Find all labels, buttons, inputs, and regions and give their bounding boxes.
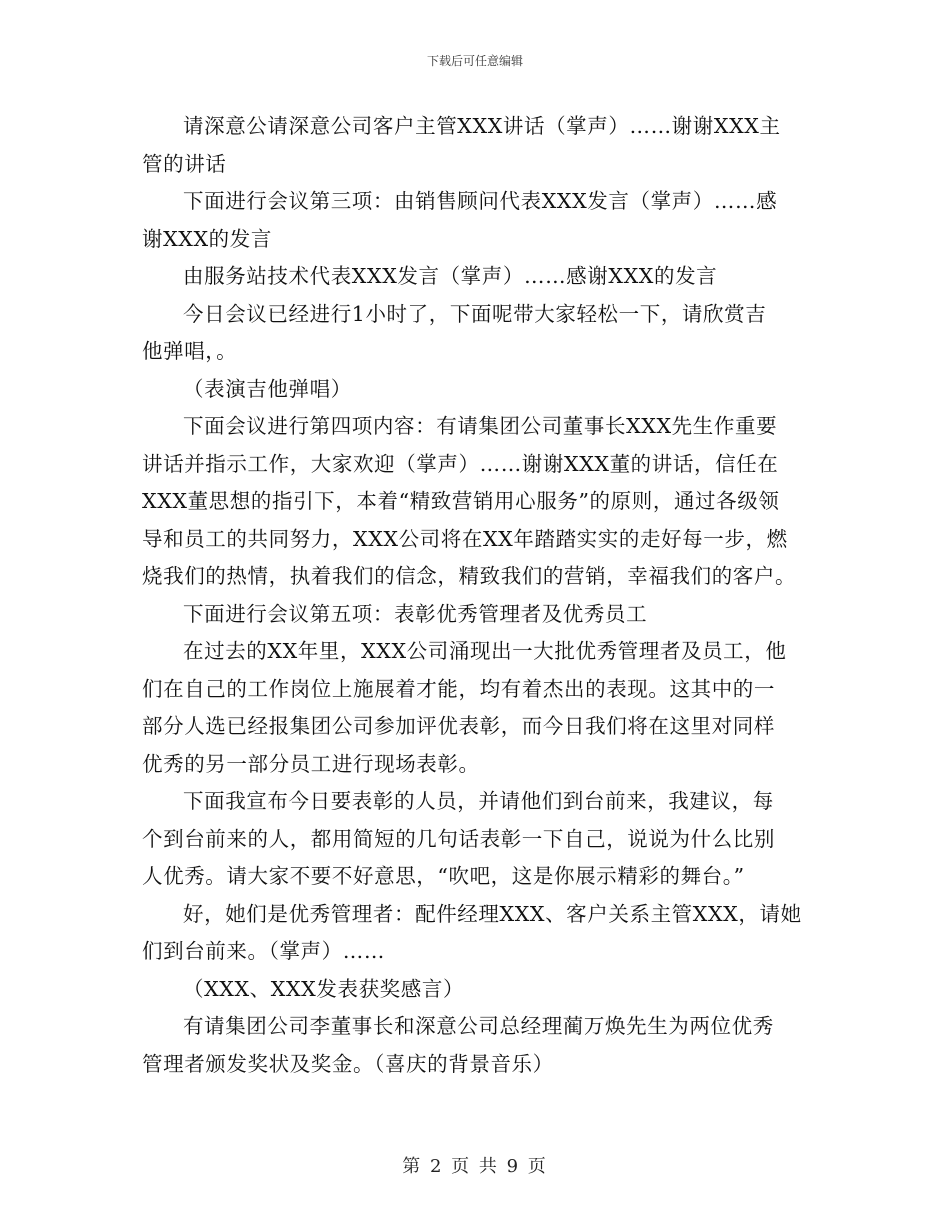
- paragraph: 下面会议进行第四项内容：有请集团公司董事长XXX先生作重要 讲话并指示工作，大家欢迎（掌声）……谢谢XXX董的讲话，信任在 XXX董思想的指引下，本着“精致营销用心服务”的原则，通过各级领 导和员工的共同努力，XXX公司将在XX年踏踏实实的走好每一步，燃 烧我们的热情，执着我们的信念，精致我们的营销，幸福我们的客户。: [142, 414, 797, 588]
- paragraph: 好，她们是优秀管理者：配件经理XXX、客户关系主管XXX，请她 们到台前来。（掌声）……: [142, 901, 802, 963]
- paragraph: 在过去的XX年里，XXX公司涌现出一大批优秀管理者及员工，他 们在自己的工作岗位上施展着才能，均有着杰出的表现。这其中的一 部分人选已经报集团公司参加评优表彰，而今日我们将在这里对同样 优秀的另一部分员工进行现场表彰。: [142, 639, 787, 776]
- paragraph: 下面我宣布今日要表彰的人员，并请他们到台前来，我建议，每 个到台前来的人，都用简短的几句话表彰一下自己，说说为什么比别 人优秀。请大家不要不好意思，“吹吧，这是你展示精彩的舞台。”: [142, 789, 775, 888]
- paragraph: 今日会议已经进行1小时了，下面呢带大家轻松一下，请欣赏吉 他弹唱，。: [142, 301, 767, 363]
- document-body: [142, 108, 808, 1083]
- paragraph: 由服务站技术代表XXX发言（掌声）……感谢XXX的发言: [183, 264, 718, 288]
- page-number-footer: 第 2 页 共 9 页: [402, 1156, 548, 1177]
- paragraph: 下面进行会议第五项：表彰优秀管理者及优秀员工: [183, 601, 648, 626]
- paragraph: （XXX、XXX发表获奖感言）: [183, 976, 465, 1001]
- paragraph: （表演吉他弹唱）: [183, 376, 352, 401]
- paragraph: 请深意公请深意公司客户主管XXX讲话（掌声）……谢谢XXX主 管的讲话: [142, 114, 781, 176]
- paragraph: 有请集团公司李董事长和深意公司总经理蔺万焕先生为两位优秀 管理者颁发奖状及奖金。（喜庆的背景音乐）: [142, 1014, 774, 1076]
- page-header: 下载后可任意编辑: [426, 54, 523, 68]
- paragraph: 下面进行会议第三项：由销售顾问代表XXX发言（掌声）……感 谢XXX的发言: [142, 189, 778, 251]
